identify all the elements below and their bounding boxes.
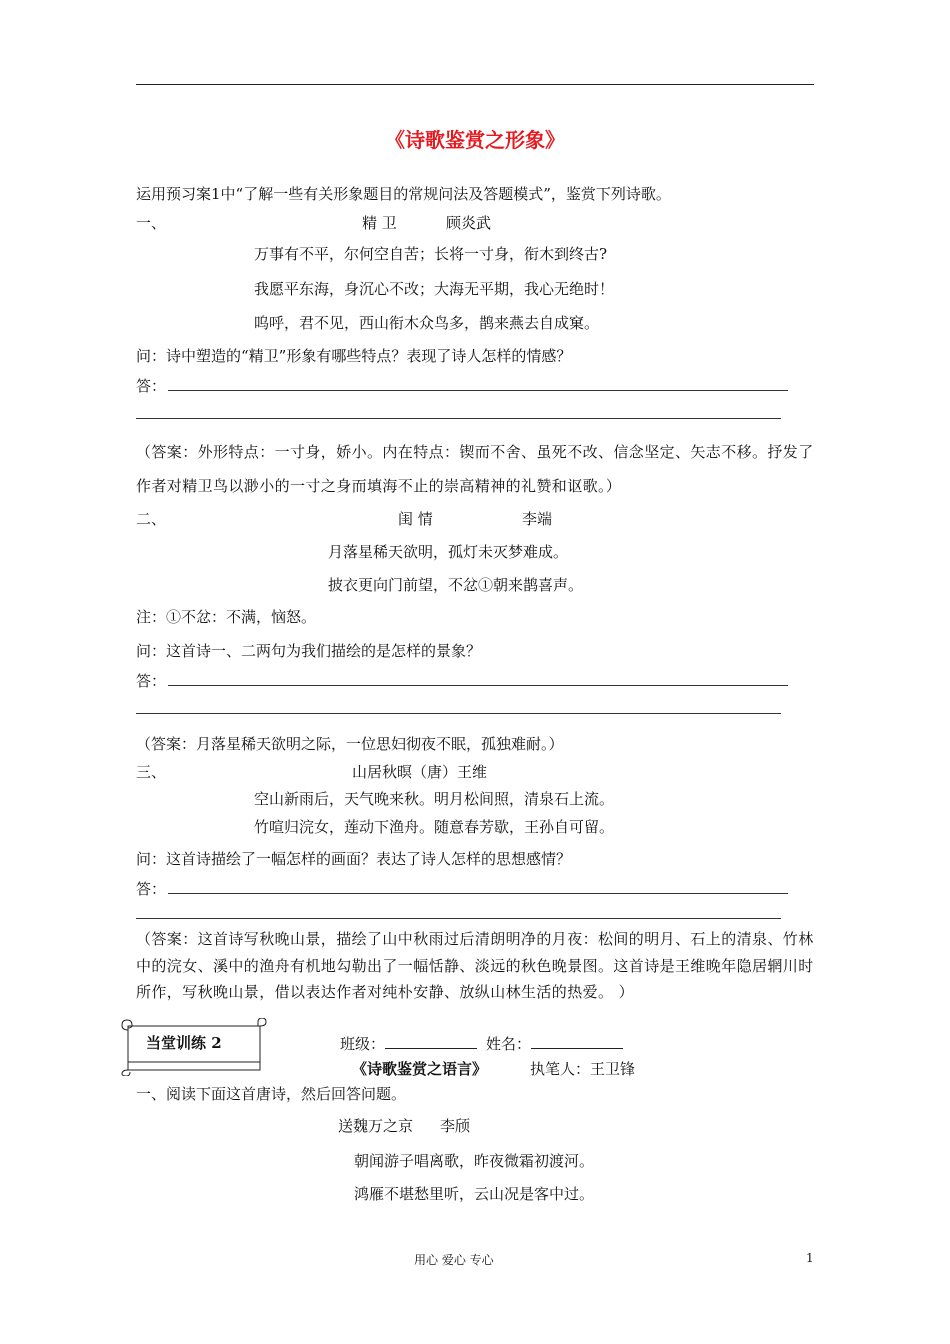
class-input-line[interactable] (385, 1034, 477, 1049)
training-poem-line: 鸿雁不堪愁里听，云山况是客中过。 (354, 1185, 595, 1203)
training-poem-line: 朝闻游子唱离歌，昨夜微霜初渡河。 (354, 1152, 595, 1170)
section1-answer-key: （答案：外形特点：一寸身，娇小。内在特点：锲而不舍、虽死不改、信念坚定、矢志不移。抒发了作者对精卫鸟以渺小的一寸之身而填海不止的崇高精神的礼赞和讴歌。） (136, 443, 814, 495)
section2-answer-key: （答案：月落星稀天欲明之际，一位思妇彻夜不眠，孤独难耐。） (136, 735, 564, 753)
section3-answer-line[interactable] (168, 893, 788, 894)
section1-question: 问：诗中塑造的“精卫”形象有哪些特点？表现了诗人怎样的情感？ (136, 347, 572, 365)
section2-poem-title: 闺 情 (398, 510, 433, 528)
section3-answer-key: （答案：这首诗写秋晚山景，描绘了山中秋雨过后清朗明净的月夜：松间的明月、石上的清泉、竹林中的浣女、溪中的渔舟有机地勾勒出了一幅恬静、淡远的秋色晚景图。这首诗是王维晚年隐居辋川时所作，写秋晚山景，借以表达作者对纯朴安静、放纵山林生活的热爱。 ） (136, 930, 814, 1001)
section3-question: 问：这首诗描绘了一幅怎样的画面？表达了诗人怎样的思想感情？ (136, 850, 572, 868)
section2-question: 问：这首诗一、二两句为我们描绘的是怎样的景象？ (136, 642, 482, 660)
section1-poem-line: 我愿平东海，身沉心不改；大海无平期，我心无绝时！ (254, 280, 615, 298)
training-subtitle: 《诗歌鉴赏之语言》 (352, 1060, 488, 1078)
training-instruction: 一、阅读下面这首唐诗，然后回答问题。 (136, 1085, 407, 1103)
section3-poem-line: 竹喧归浣女，莲动下渔舟。随意春芳歇，王孙自可留。 (254, 818, 615, 836)
name-field (486, 1033, 623, 1054)
section2-author: 李端 (522, 510, 553, 528)
section1-number: 一、 (136, 214, 167, 232)
section1-answer-label: 答： (136, 377, 167, 395)
class-label: 班级： (340, 1035, 386, 1053)
training-poem-author: 李颀 (440, 1117, 471, 1135)
name-label: 姓名： (486, 1035, 532, 1053)
section3-answer-label: 答： (136, 880, 167, 898)
section1-author: 顾炎武 (446, 214, 492, 232)
section2-answer-line[interactable] (168, 685, 788, 686)
section3-answer-line[interactable] (136, 918, 781, 919)
section2-note: 注：①不忿：不满，恼怒。 (136, 608, 317, 626)
page-title: 《诗歌鉴赏之形象》 (385, 128, 565, 152)
name-input-line[interactable] (531, 1034, 623, 1049)
training-poem-title: 送魏万之京 (338, 1117, 414, 1135)
section1-answer-line[interactable] (168, 390, 788, 391)
section2-answer-line[interactable] (136, 713, 781, 714)
intro-text: 运用预习案1中“了解一些有关形象题目的常规问法及答题模式”，鉴赏下列诗歌。 (136, 185, 671, 203)
section3-poem-line: 空山新雨后，天气晚来秋。明月松间照，清泉石上流。 (254, 790, 615, 808)
section1-poem-line: 呜呼，君不见，西山衔木众鸟多，鹊来燕去自成窠。 (254, 314, 600, 332)
training-badge: 当堂训练 2 (146, 1034, 222, 1052)
section1-poem-title: 精 卫 (362, 214, 397, 232)
section1-poem-line: 万事有不平，尔何空自苦；长将一寸身，衔木到终古? (254, 245, 608, 263)
section2-answer-label: 答： (136, 672, 167, 690)
section3-poem-title: 山居秋暝（唐）王维 (352, 763, 488, 781)
section2-poem-line: 披衣更向门前望，不忿①朝来鹊喜声。 (328, 576, 584, 594)
section2-number: 二、 (136, 510, 167, 528)
training-writer: 执笔人：王卫锋 (530, 1060, 636, 1078)
page-number: 1 (806, 1251, 814, 1265)
section3-number: 三、 (136, 763, 167, 781)
section2-poem-line: 月落星稀天欲明，孤灯未灭梦难成。 (328, 543, 569, 561)
class-field (340, 1033, 477, 1054)
section1-answer-line[interactable] (136, 418, 781, 419)
footer-slogan: 用心 爱心 专心 (414, 1253, 494, 1267)
header-rule (136, 84, 814, 85)
